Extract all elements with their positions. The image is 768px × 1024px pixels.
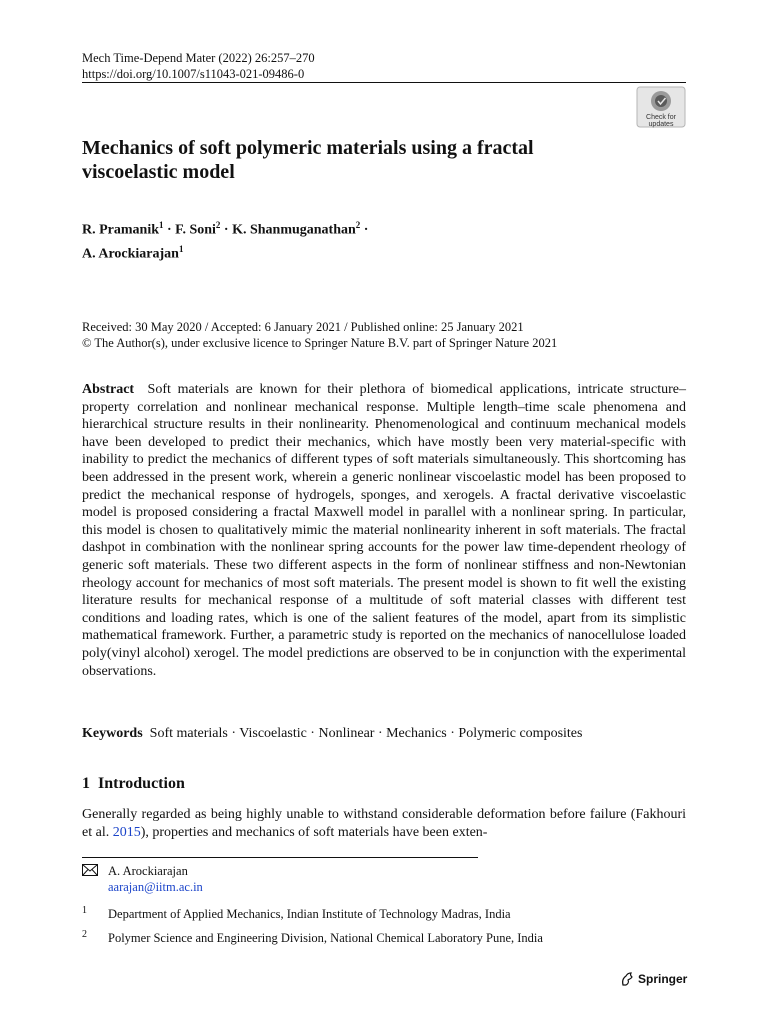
section-number: 1 — [82, 775, 90, 792]
journal-citation: Mech Time-Depend Mater (2022) 26:257–270 — [82, 51, 315, 65]
footnote-rule — [82, 857, 478, 858]
section-heading — [82, 775, 185, 793]
title-line-2: viscoelastic model — [82, 161, 235, 183]
paper-title — [82, 136, 682, 184]
mail-icon — [82, 864, 98, 880]
affiliation-number: 2 — [82, 929, 87, 940]
author-affiliation-mark: 2 — [215, 220, 221, 230]
abstract-text: Soft materials are known for their plethora of biomedical applications, intricate structure–property correlation and nonlinear mechanical response. Multiple length–time scale phenomena and hierarchical structure results in their nonlinearity. Phenomenological and continuum mechanical models have been developed to predict their mechanics, which have mostly been very material-specific with inability to predict the mechanics of different types of soft materials simultaneously. This shortcoming has been addressed in the present work, wherein a generic nonlinear viscoelastic model has been proposed to predict the mechanical response of hydrogels, sponges, and xerogels. A fractal derivative viscoelastic model is proposed considering a fractal Maxwell model in parallel with a nonlinear spring. In particular, this model is chosen to qualitatively mimic the material nonlinearity inherent in soft materials. The fractal dashpot in combination with the nonlinear spring accounts for the power law time-dependent rheology of generic soft materials. These two different aspects in the form of nonlinear stiffness and non-Newtonian rheology account for mechanics of most soft materials. The present model is shown to fit well the existing literature results for mechanical response of a multitude of soft material classes with different test conditions and loading rates, which is one of the salient features of the model, apart from its simplistic mathematical framework. Further, a parametric study is reported on the mechanics of nanocellulose loaded poly(vinyl alcohol) xerogel. The model predictions are observed to be in conjunction with the experimental observations. — [82, 382, 686, 679]
author-name: A. Arockiarajan — [82, 246, 179, 262]
affiliation-number: 1 — [82, 905, 87, 916]
author-name: R. Pramanik — [82, 222, 159, 238]
doi-link[interactable]: https://doi.org/10.1007/s11043-021-09486-0 — [82, 67, 305, 81]
badge-label-line1: Check for — [646, 114, 676, 121]
intro-paragraph: Generally regarded as being highly unable to withstand considerable deformation before failure (Fakhouri et al. 2015), properties and mechanics of soft materials have been exten- — [82, 807, 686, 840]
keywords-text: Soft materials · Viscoelastic · Nonlinear · Mechanics · Polymeric composites — [149, 726, 583, 741]
keywords-label: Keywords — [82, 726, 143, 741]
publication-history — [82, 319, 686, 351]
abstract — [82, 381, 686, 680]
springer-horse-icon — [620, 972, 634, 986]
copyright-line: © The Author(s), under exclusive licence to Springer Nature B.V. part of Springer Nature 2021 — [82, 336, 558, 350]
dates-line: Received: 30 May 2020 / Accepted: 6 January 2021 / Published online: 25 January 2021 — [82, 320, 524, 334]
badge-label-line2: updates — [648, 121, 674, 128]
affiliation-2: Polymer Science and Engineering Division, National Chemical Laboratory Pune, India — [108, 931, 543, 945]
publisher-name: Springer — [638, 972, 688, 986]
corresponding-author-name: A. Arockiarajan — [108, 864, 188, 878]
keywords — [82, 725, 686, 743]
corresponding-author — [108, 863, 203, 895]
author-name: F. Soni — [175, 222, 216, 238]
title-line-1: Mechanics of soft polymeric materials using a fractal — [82, 137, 534, 159]
author-list: R. Pramanik$^1$ · F. Soni$^2$ · K. Shanmuganathan$^2$ · A. Arockiarajan$^1$ — [82, 220, 369, 262]
author-affiliation-mark: 1 — [178, 243, 184, 254]
citation-link[interactable]: 2015 — [112, 824, 141, 840]
section-title: Introduction — [98, 775, 185, 792]
check-for-updates-badge[interactable] — [636, 86, 686, 128]
author-affiliation-mark: 1 — [159, 220, 164, 230]
author-name: K. Shanmuganathan — [232, 222, 356, 238]
header-rule — [82, 82, 686, 83]
author-affiliation-mark: 2 — [355, 220, 361, 230]
springer-logo — [620, 972, 687, 986]
affiliation-1: Department of Applied Mechanics, Indian Institute of Technology Madras, India — [108, 907, 511, 921]
abstract-label: Abstract — [82, 382, 135, 397]
corresponding-author-email[interactable]: aarajan@iitm.ac.in — [108, 880, 203, 894]
